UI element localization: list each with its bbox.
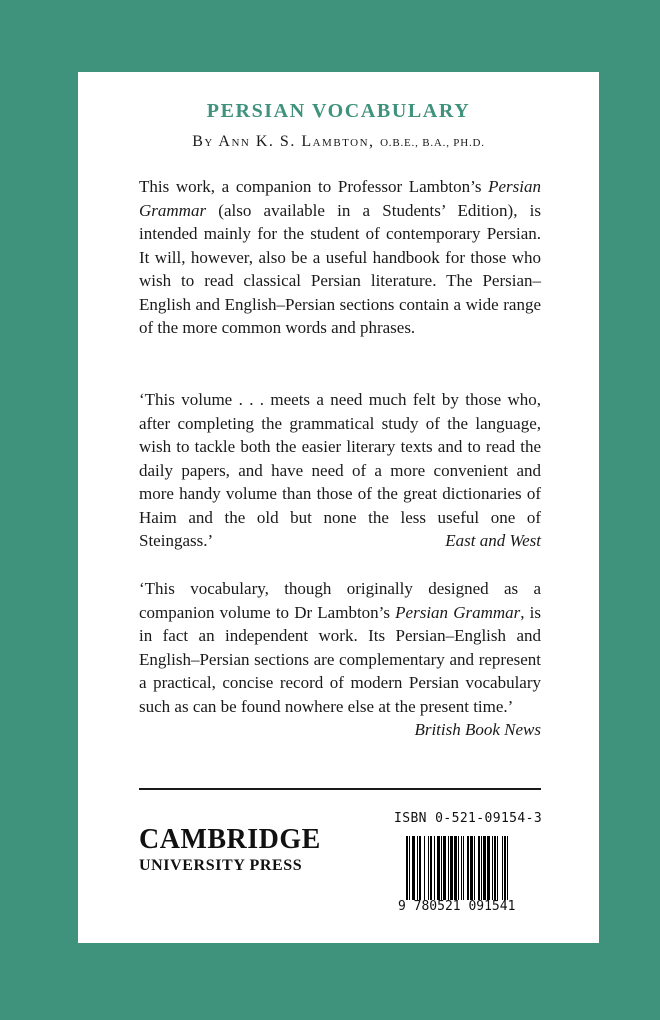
review-quote-1 <box>139 388 541 553</box>
barcode-bar <box>470 836 473 900</box>
barcode-bar <box>450 836 453 900</box>
description-text-1: This work, a companion to Professor Lambton’s <box>139 177 489 196</box>
description-book-ref: Persian Grammar <box>139 177 541 220</box>
barcode-bar <box>487 836 489 900</box>
description-text-2: (also available in a Students’ Edition), is intended mainly for the student of contemporary Persian. It will, however, also be a useful handbook for those who wish to read classical Persian literature. The Persian–English and English–Persian sections contain a wide range of the more common words and phrases. <box>139 200 541 337</box>
author-degrees: O.B.E., B.A., PH.D. <box>380 137 485 149</box>
barcode-bar <box>507 836 508 900</box>
barcode-bar <box>428 836 429 900</box>
author-name: By Ann K. S. Lambton, <box>192 133 381 150</box>
publisher-line-2: UNIVERSITY PRESS <box>139 857 303 874</box>
review-2-book-ref: Persian Grammar <box>395 602 521 622</box>
barcode-bar <box>474 836 475 900</box>
review-2-text-1: ‘This vocabulary, though originally designed as a companion volume to Dr Lambton’s <box>139 579 541 622</box>
barcode-bar <box>502 836 503 900</box>
description-paragraph <box>139 175 541 340</box>
barcode-bar <box>448 836 449 900</box>
barcode-bar <box>434 836 435 900</box>
barcode-bar <box>492 836 493 900</box>
barcode-number: 9 780521 091541 <box>398 899 516 914</box>
author-byline <box>78 133 599 151</box>
publisher-logo <box>139 826 321 876</box>
review-1-source: East and West <box>445 531 541 550</box>
barcode-bar <box>417 836 418 900</box>
barcode-bar <box>406 836 408 900</box>
publisher-line-1: CAMBRIDGE <box>139 824 321 855</box>
barcode-bar <box>409 836 410 900</box>
review-2-text-2: , is in fact an independent work. Its Persian–English and English–Persian sections are complementary and represent a practical, concise record of modern Persian vocabulary such as can be found nowhere else at the present time.’ <box>139 602 542 716</box>
barcode-bar <box>443 836 445 900</box>
barcode-bar <box>463 836 464 900</box>
barcode-bar <box>467 836 469 900</box>
barcode-bar <box>419 836 421 900</box>
review-quote-2 <box>139 577 541 742</box>
barcode-bar <box>478 836 480 900</box>
divider-rule <box>139 788 541 790</box>
review-2-source: British Book News <box>414 720 541 739</box>
cover-panel <box>78 72 599 943</box>
barcode-bar <box>454 836 456 900</box>
review-1-text: ‘This volume . . . meets a need much felt by those who, after completing the grammatical study of the language, wish to tackle both the easier literary texts and to read the daily papers, and have need of a more convenient and more handy volume than those of the great dictionaries of Haim and the old but none the less useful one of Steingass.’ <box>139 390 541 550</box>
book-title: PERSIAN VOCABULARY <box>206 100 471 122</box>
barcode-bar <box>412 836 415 900</box>
barcode-bar <box>458 836 459 900</box>
barcode-bar <box>424 836 425 900</box>
barcode <box>398 836 543 914</box>
isbn-label: ISBN 0-521-09154-3 <box>394 811 543 826</box>
barcode-bar <box>437 836 440 900</box>
barcode-bar <box>494 836 496 900</box>
barcode-bar <box>497 836 498 900</box>
barcode-bar <box>483 836 486 900</box>
barcode-bar <box>430 836 432 900</box>
barcode-bars <box>406 836 543 900</box>
barcode-bar <box>481 836 482 900</box>
barcode-bar <box>441 836 442 900</box>
barcode-bar <box>461 836 462 900</box>
barcode-bar <box>504 836 506 900</box>
